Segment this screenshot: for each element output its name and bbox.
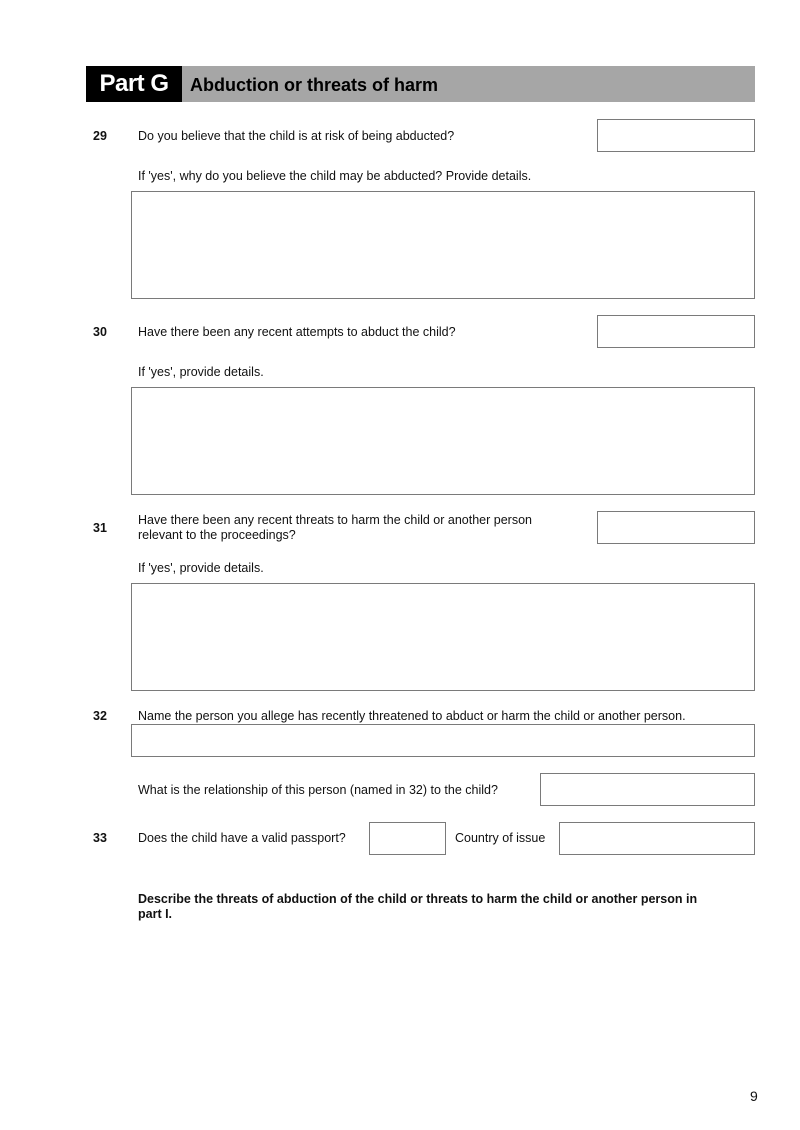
- part-title: Abduction or threats of harm: [190, 75, 439, 95]
- question-31-text-line2: relevant to the proceedings?: [138, 528, 296, 542]
- question-31-followup: If 'yes', provide details.: [138, 561, 264, 575]
- question-30-followup: If 'yes', provide details.: [138, 365, 264, 379]
- question-32-relationship-text: What is the relationship of this person (named in 32) to the child?: [138, 783, 498, 797]
- question-33-text: Does the child have a valid passport?: [138, 831, 346, 845]
- question-31-text-line1: Have there been any recent threats to harm the child or another person: [138, 513, 532, 527]
- q30-answer-field[interactable]: [597, 315, 755, 348]
- question-number-33: 33: [93, 831, 107, 845]
- q29-details-field[interactable]: [131, 191, 755, 299]
- q31-answer-field[interactable]: [597, 511, 755, 544]
- q30-details-field[interactable]: [131, 387, 755, 495]
- page-number: 9: [750, 1088, 758, 1104]
- question-29-text: Do you believe that the child is at risk of being abducted?: [138, 129, 455, 143]
- q33-country-field[interactable]: [559, 822, 755, 855]
- q33-passport-field[interactable]: [369, 822, 446, 855]
- q29-answer-field[interactable]: [597, 119, 755, 152]
- country-of-issue-label: Country of issue: [455, 831, 546, 845]
- question-number-31: 31: [93, 521, 107, 535]
- question-number-30: 30: [93, 325, 107, 339]
- instruction-note-line1: Describe the threats of abduction of the child or threats to harm the child or another person in: [138, 892, 698, 906]
- instruction-note-line2: part I.: [138, 907, 173, 921]
- part-header: [86, 66, 755, 102]
- question-30-text: Have there been any recent attempts to abduct the child?: [138, 325, 456, 339]
- question-32-text: Name the person you allege has recently threatened to abduct or harm the child or another person.: [138, 709, 686, 723]
- question-number-32: 32: [93, 709, 107, 723]
- part-label: Part G: [86, 66, 182, 102]
- q31-details-field[interactable]: [131, 583, 755, 691]
- question-number-29: 29: [93, 129, 107, 143]
- q32-relationship-field[interactable]: [540, 773, 755, 806]
- question-29-followup: If 'yes', why do you believe the child may be abducted? Provide details.: [138, 169, 532, 183]
- q32-name-field[interactable]: [131, 724, 755, 757]
